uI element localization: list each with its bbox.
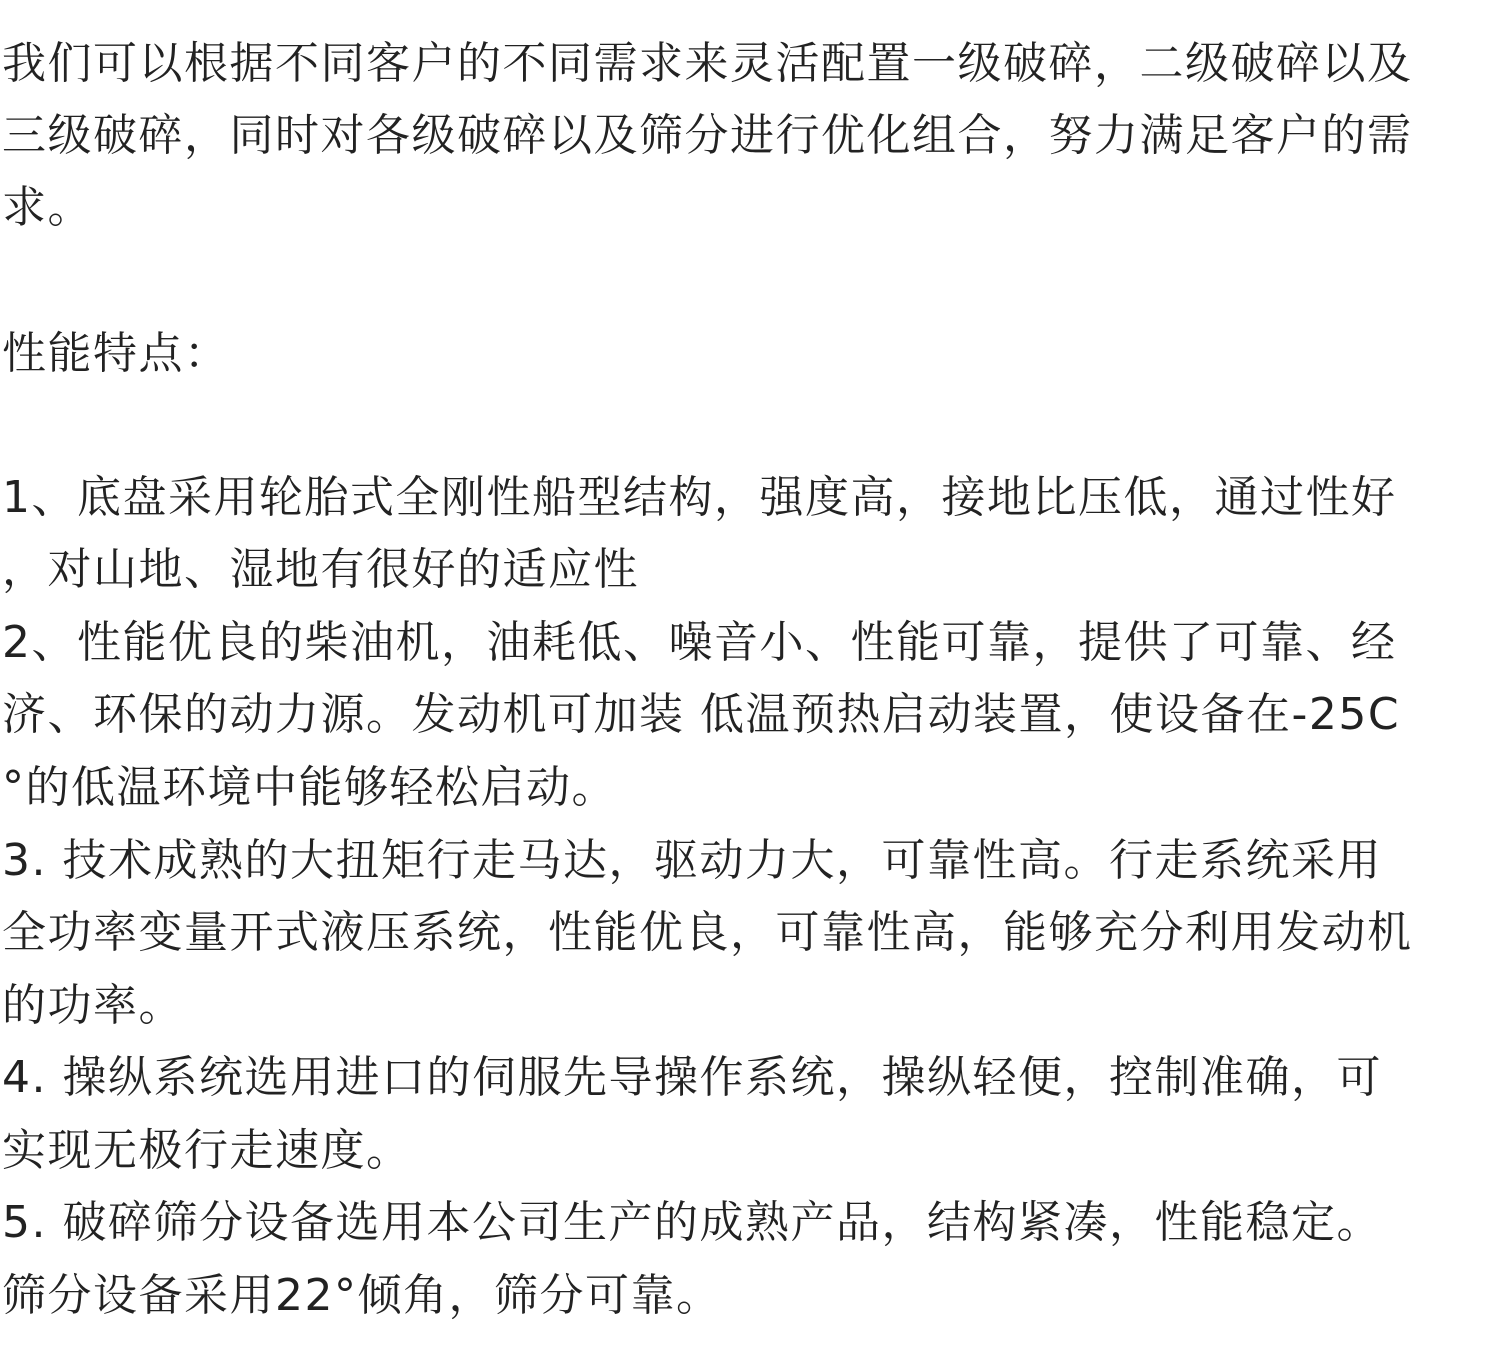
feature-line: 3. 技术成熟的大扭矩行走马达，驱动力大，可靠性高。行走系统采用 xyxy=(2,835,1382,886)
feature-line: 实现无极行走速度。 xyxy=(2,1125,412,1176)
feature-line: 5. 破碎筛分设备选用本公司生产的成熟产品，结构紧凑，性能稳定。 xyxy=(2,1197,1382,1248)
feature-line: 2、性能优良的柴油机，油耗低、噪音小、性能可靠，提供了可靠、经 xyxy=(2,617,1397,668)
feature-line: 济、环保的动力源。发动机可加装 低温预热启动装置，使设备在-25C xyxy=(2,689,1401,740)
feature-line: 全功率变量开式液压系统，性能优良，可靠性高，能够充分利用发动机 xyxy=(2,907,1413,958)
feature-line: ，对山地、湿地有很好的适应性 xyxy=(2,544,639,595)
intro-line: 求。 xyxy=(2,182,93,233)
feature-line: 4. 操纵系统选用进口的伺服先导操作系统，操纵轻便，控制准确，可 xyxy=(2,1052,1382,1103)
feature-line: 的功率。 xyxy=(2,980,184,1031)
intro-line: 三级破碎，同时对各级破碎以及筛分进行优化组合，努力满足客户的需 xyxy=(2,110,1413,161)
intro-line: 我们可以根据不同客户的不同需求来灵活配置一级破碎，二级破碎以及 xyxy=(2,38,1413,89)
feature-line: 1、底盘采用轮胎式全刚性船型结构，强度高，接地比压低，通过性好 xyxy=(2,472,1397,523)
features-heading: 性能特点： xyxy=(2,328,230,379)
feature-line: 筛分设备采用22°倾角，筛分可靠。 xyxy=(2,1270,722,1321)
feature-line: °的低温环境中能够轻松启动。 xyxy=(2,762,617,813)
